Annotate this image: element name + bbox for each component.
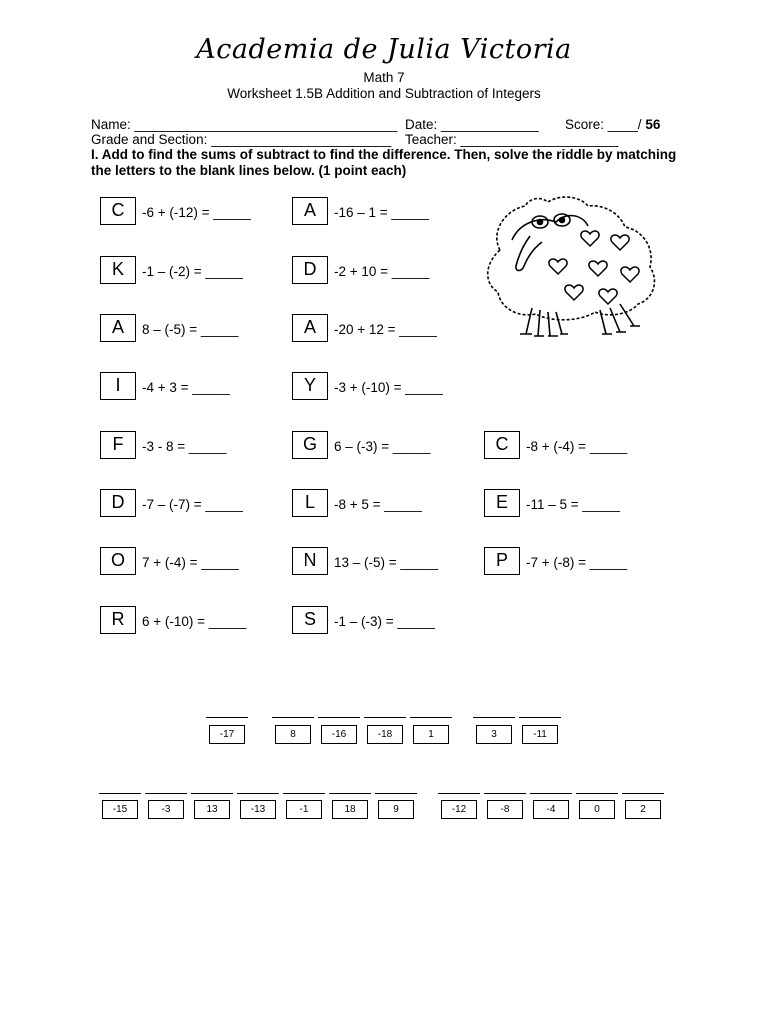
letter-box: A (292, 314, 328, 342)
letter-box: D (292, 256, 328, 284)
letter-box: C (484, 431, 520, 459)
answer-blank[interactable] (375, 793, 417, 794)
problem-expression[interactable]: -3 + (-10) = _____ (334, 380, 443, 395)
letter-box: D (100, 489, 136, 517)
letter-box: S (292, 606, 328, 634)
problem-expression[interactable]: -1 – (-2) = _____ (142, 264, 243, 279)
letter-box: P (484, 547, 520, 575)
teacher-field[interactable]: Teacher: _____________________ (405, 132, 619, 147)
answer-blank[interactable] (530, 793, 572, 794)
answer-number-box: 1 (413, 725, 449, 744)
answer-blank[interactable] (410, 717, 452, 718)
answer-number-box: -15 (102, 800, 138, 819)
answer-blank[interactable] (145, 793, 187, 794)
answer-number-box: -18 (367, 725, 403, 744)
answer-number-box: 18 (332, 800, 368, 819)
problem-expression[interactable]: -7 – (-7) = _____ (142, 497, 243, 512)
problem-expression[interactable]: 8 – (-5) = _____ (142, 322, 239, 337)
problem-expression[interactable]: -16 – 1 = _____ (334, 205, 429, 220)
answer-blank[interactable] (622, 793, 664, 794)
answer-number-box: -17 (209, 725, 245, 744)
letter-box: I (100, 372, 136, 400)
answer-number-box: 2 (625, 800, 661, 819)
answer-number-box: -16 (321, 725, 357, 744)
answer-blank[interactable] (484, 793, 526, 794)
answer-blank[interactable] (329, 793, 371, 794)
problem-expression[interactable]: -7 + (-8) = _____ (526, 555, 628, 570)
heart-monster-illustration (470, 192, 675, 342)
letter-box: G (292, 431, 328, 459)
date-field[interactable]: Date: _____________ (405, 117, 539, 132)
answer-number-box: -4 (533, 800, 569, 819)
answer-blank[interactable] (99, 793, 141, 794)
problem-expression[interactable]: -6 + (-12) = _____ (142, 205, 251, 220)
score-label: Score: ____/ (565, 117, 642, 132)
score-total: 56 (645, 117, 661, 132)
answer-number-box: -11 (522, 725, 558, 744)
letter-box: F (100, 431, 136, 459)
problem-expression[interactable]: -8 + 5 = _____ (334, 497, 422, 512)
problem-expression[interactable]: -2 + 10 = _____ (334, 264, 430, 279)
name-field[interactable]: Name: ___________________________________ (91, 117, 398, 132)
answer-number-box: 13 (194, 800, 230, 819)
answer-number-box: 8 (275, 725, 311, 744)
problem-expression[interactable]: -3 - 8 = _____ (142, 439, 227, 454)
answer-blank[interactable] (191, 793, 233, 794)
school-name: Academia de Julia Victoria (196, 34, 572, 65)
letter-box: E (484, 489, 520, 517)
grade-section-field[interactable]: Grade and Section: ________________________ (91, 132, 392, 147)
problem-expression[interactable]: -20 + 12 = _____ (334, 322, 437, 337)
problem-expression[interactable]: 13 – (-5) = _____ (334, 555, 438, 570)
letter-box: Y (292, 372, 328, 400)
problem-expression[interactable]: -4 + 3 = _____ (142, 380, 230, 395)
answer-blank[interactable] (283, 793, 325, 794)
letter-box: K (100, 256, 136, 284)
answer-number-box: -8 (487, 800, 523, 819)
problem-expression[interactable]: 6 + (-10) = _____ (142, 614, 247, 629)
subject: Math 7 (363, 70, 405, 85)
score-field[interactable] (565, 117, 660, 132)
letter-box: L (292, 489, 328, 517)
answer-number-box: 0 (579, 800, 615, 819)
answer-number-box: -3 (148, 800, 184, 819)
answer-number-box: 3 (476, 725, 512, 744)
letter-box: R (100, 606, 136, 634)
answer-blank[interactable] (519, 717, 561, 718)
answer-blank[interactable] (364, 717, 406, 718)
answer-number-box: -12 (441, 800, 477, 819)
answer-blank[interactable] (576, 793, 618, 794)
problem-expression[interactable]: -11 – 5 = _____ (526, 497, 620, 512)
problem-expression[interactable]: 7 + (-4) = _____ (142, 555, 239, 570)
answer-number-box: -13 (240, 800, 276, 819)
answer-blank[interactable] (237, 793, 279, 794)
answer-blank[interactable] (272, 717, 314, 718)
problem-expression[interactable]: -8 + (-4) = _____ (526, 439, 628, 454)
letter-box: N (292, 547, 328, 575)
worksheet-title: Worksheet 1.5B Addition and Subtraction of Integers (227, 86, 541, 101)
answer-number-box: 9 (378, 800, 414, 819)
letter-box: A (100, 314, 136, 342)
answer-blank[interactable] (438, 793, 480, 794)
answer-blank[interactable] (318, 717, 360, 718)
answer-blank[interactable] (206, 717, 248, 718)
answer-blank[interactable] (473, 717, 515, 718)
letter-box: O (100, 547, 136, 575)
instructions: I. Add to find the sums of subtract to find the difference. Then, solve the riddle by matching the letters to the blank lines below. (1 point each) (91, 147, 677, 178)
letter-box: A (292, 197, 328, 225)
problem-expression[interactable]: 6 – (-3) = _____ (334, 439, 431, 454)
letter-box: C (100, 197, 136, 225)
problem-expression[interactable]: -1 – (-3) = _____ (334, 614, 435, 629)
answer-number-box: -1 (286, 800, 322, 819)
